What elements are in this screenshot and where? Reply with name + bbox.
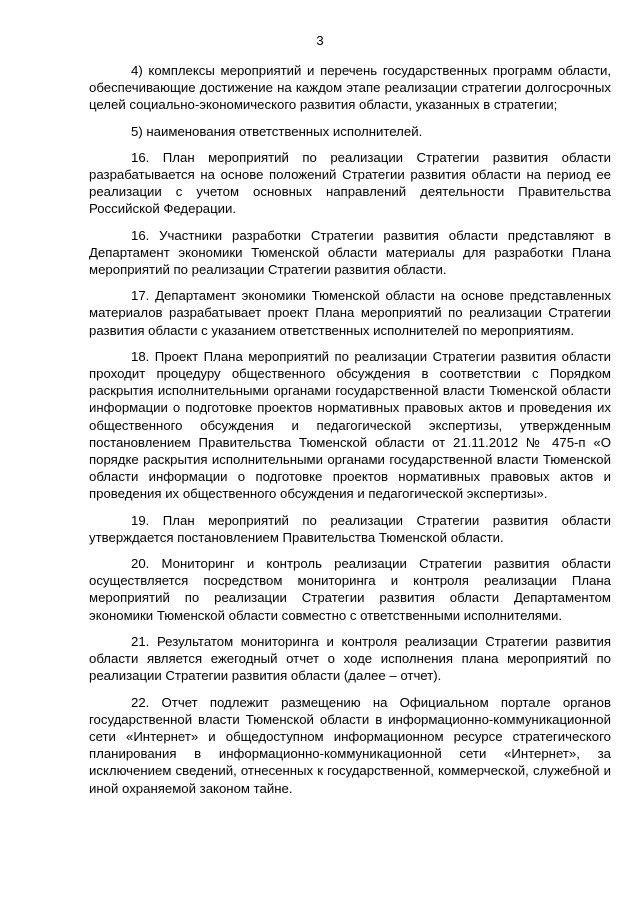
paragraph-item-4: 4) комплексы мероприятий и перечень государственных программ области, обеспечивающие достижение на каждом этапе реализации стратегии долгосрочных целей социально-экономического развития области, указанных в стратегии; — [89, 63, 611, 113]
paragraph-21: 21. Результатом мониторинга и контроля реализации Стратегии развития области является ежегодный отчет о ходе исполнения плана мероприятий по реализации Стратегии развития области (далее – отчет). — [89, 633, 611, 684]
paragraph-item-5: 5) наименования ответственных исполнителей. — [131, 123, 423, 139]
paragraph-19: 19. План мероприятий по реализации Стратегии развития области утверждается постановлением Правительства Тюменской области. — [89, 512, 611, 545]
paragraph-16-plan: 16. План мероприятий по реализации Стратегии развития области разрабатывается на основе положений Стратегии развития области на период ее реализации с учетом основных направлений деятельности Правительства Российской Федерации. — [89, 149, 611, 217]
paragraph-22: 22. Отчет подлежит размещению на Официальном портале органов государственной власти Тюменской области в информационно-коммуникационной сети «Интернет» и общедоступном информационном ресурсе стратегического планирования в информационно-коммуникационной сети «Интернет», за исключением сведений, отнесенных к государственной, коммерческой, служебной и иной охраняемой законом тайне. — [89, 694, 611, 796]
paragraph-17: 17. Департамент экономики Тюменской области на основе представленных материалов разрабатывает проект Плана мероприятий по реализации Стратегии развития области с указанием ответственных исполнителей по мероприятиям. — [89, 288, 611, 338]
document-body — [89, 62, 611, 806]
paragraph-16-participants: 16. Участники разработки Стратегии развития области представляют в Департамент экономики Тюменской области материалы для разработки Плана мероприятий по реализации Стратегии развития области. — [89, 227, 611, 278]
paragraph-18: 18. Проект Плана мероприятий по реализации Стратегии развития области проходит процедуру общественного обсуждения в соответствии с Порядком раскрытия исполнительными органами государственной власти Тюменской области информации о подготовке проектов нормативных правовых актов и проведения их общественного обсуждения и педагогической экспертизы, утвержденным постановлением Правительства Тюменской области от 21.11.2012 № 475-п «О порядке раскрытия исполнительными органами государственной власти Тюменской области информации о подготовке проектов нормативных правовых актов и проведения их общественного обсуждения и педагогической экспертизы». — [89, 348, 611, 502]
page-number: 3 — [316, 33, 324, 48]
paragraph-20: 20. Мониторинг и контроль реализации Стратегии развития области осуществляется посредством мониторинга и контроля реализации Плана мероприятий по реализации Стратегии развития области Департаментом экономики Тюменской области совместно с ответственными исполнителями. — [89, 556, 611, 623]
